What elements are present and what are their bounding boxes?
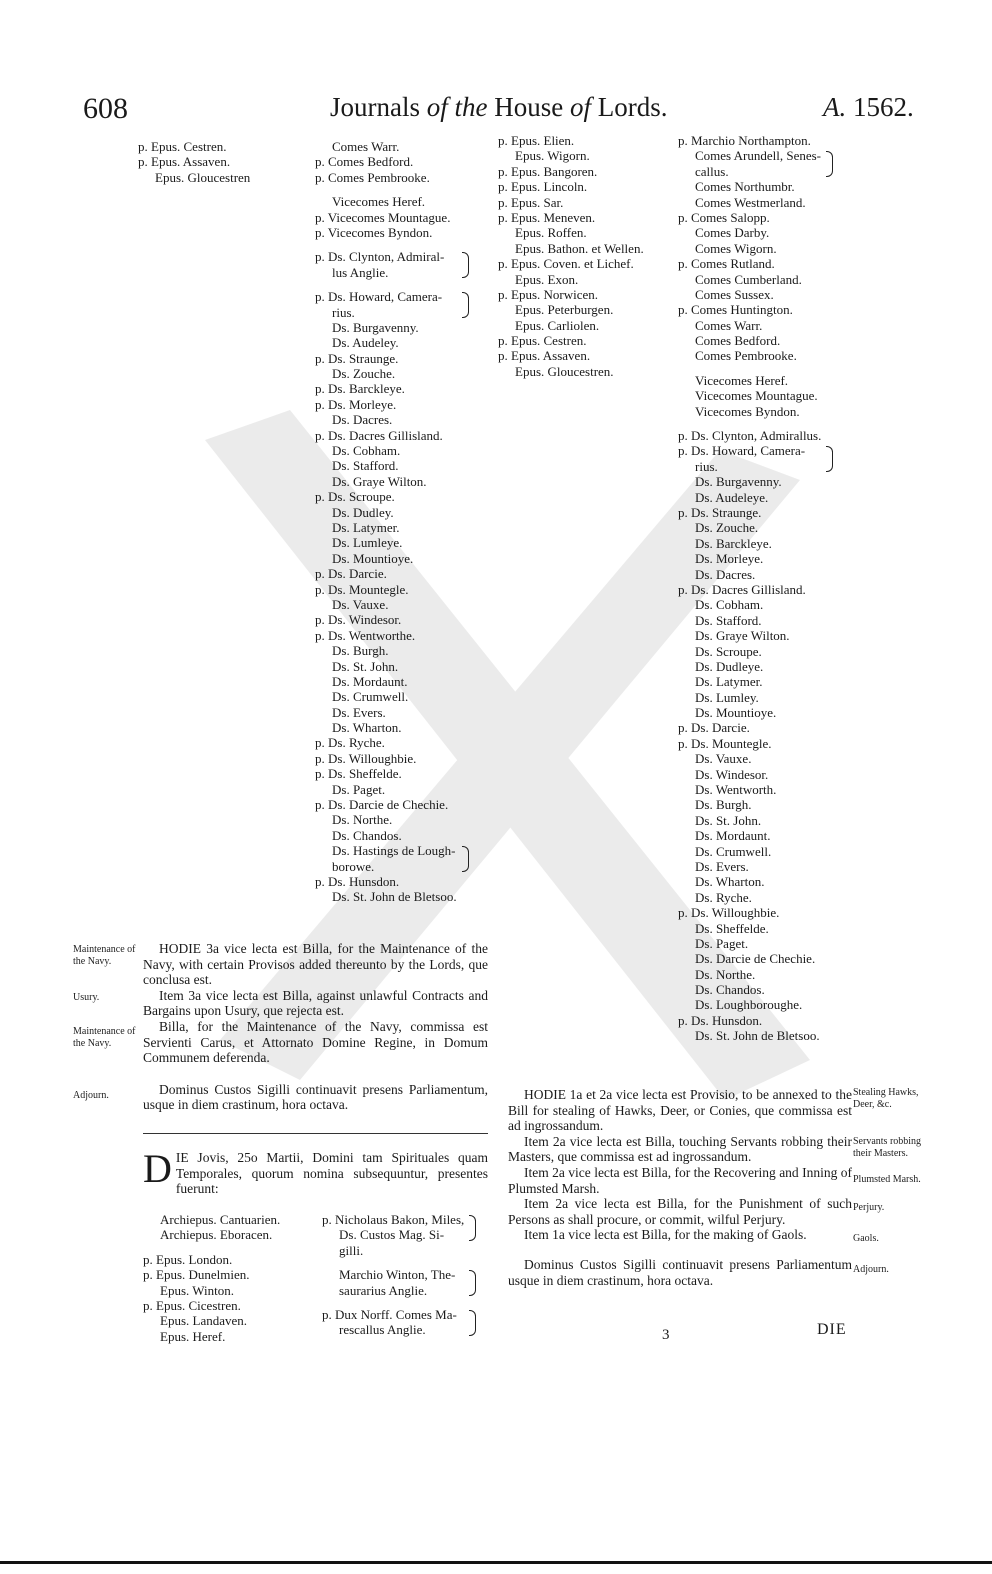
bottom-attendance-col-2: [322, 1212, 464, 1338]
attendee-line: p. Epus. Meneven.: [498, 209, 596, 225]
attendee-line: Ds. Graye Wilton.: [695, 628, 790, 644]
attendee-line: p. Ds. Clynton, Admirallus.: [678, 428, 822, 444]
attendee-line: Ds. Chandos.: [695, 982, 765, 998]
attendee-line: Ds. Sheffelde.: [695, 920, 769, 936]
attendee-line: Ds. Wentworth.: [695, 782, 777, 798]
attendee-line: Comes Sussex.: [695, 286, 774, 302]
attendee-line: [322, 1298, 464, 1307]
attendee-line: [143, 1243, 280, 1252]
attendee-line: Epus. Exon.: [515, 271, 579, 287]
attendee-line: Ds. Burgavenny.: [695, 474, 782, 490]
attendee-line: Ds. Chandos.: [332, 827, 402, 843]
attendee-line: p. Ds. Clynton, Admiral-: [315, 249, 457, 264]
attendee-line: p. Comes Rutland.: [678, 256, 775, 272]
attendee-line: p. Ds. Sheffelde.: [315, 766, 402, 782]
attendee-line: Ds. St. John.: [332, 658, 399, 674]
attendee-line: Comes Warr.: [332, 139, 400, 154]
attendee-line: p. Ds. Willoughbie.: [678, 905, 780, 921]
attendee-line: p. Epus. London.: [143, 1251, 233, 1267]
attendee-line: p. Ds. Mountegle.: [678, 735, 772, 751]
title-house: House: [494, 92, 570, 122]
attendee-line: Ds. Loughboroughe.: [695, 997, 803, 1013]
attendee-line: [315, 240, 457, 249]
attendee-line: Ds. Mordaunt.: [695, 828, 771, 844]
attendee-line: Ds. Stafford.: [695, 612, 762, 628]
attendee-line: Epus. Wigorn.: [515, 148, 590, 164]
attendee-line: Ds. Audeley.: [332, 335, 399, 351]
attendee-line: Ds. Evers.: [695, 858, 749, 874]
attendee-line: Ds. Burgavenny.: [332, 319, 419, 335]
navy-commission-paragraph: Billa, for the Maintenance of the Navy, commissa est Servienti Carus, et Attornato Domine Regine, in Domum Communem deferenda.: [143, 1018, 488, 1066]
attendee-line: p. Ds. Barckleye.: [315, 381, 405, 397]
attendee-line: Ds. Lumley.: [695, 689, 759, 705]
attendee-line: Ds. Wharton.: [695, 874, 765, 890]
attendee-line: p. Epus. Norwicen.: [498, 286, 599, 302]
attendee-line: Epus. Landaven.: [160, 1313, 248, 1329]
attendee-line: Vicecomes Byndon.: [695, 403, 800, 419]
attendance-col-4: [678, 133, 821, 1044]
attendee-line: p. Comes Bedford.: [315, 154, 414, 170]
attendee-line: Marchio Winton, The-: [322, 1267, 464, 1282]
attendee-line: Ds. Custos Mag. Si-: [339, 1227, 445, 1243]
attendee-line: Ds. Graye Wilton.: [332, 473, 427, 489]
attendee-line: Ds. Paget.: [695, 935, 749, 951]
attendee-line: borowe.: [332, 858, 375, 874]
attendee-line: p. Ds. Straunge.: [315, 350, 399, 366]
attendee-line: Ds. Audeleye.: [695, 489, 769, 505]
title-journals: Journals: [330, 92, 427, 122]
attendee-line: p. Ds. Mountegle.: [315, 581, 409, 597]
attendee-line: p. Epus. Cicestren.: [143, 1297, 241, 1313]
attendee-line: p. Marchio Northampton.: [678, 133, 811, 148]
attendee-line: Ds. Dacres.: [332, 412, 393, 428]
attendee-line: Archiepus. Eboracen.: [160, 1227, 273, 1243]
attendance-col-1: [138, 139, 250, 185]
usury-bill-paragraph: Item 3a vice lecta est Billa, against unlawful Contracts and Bargains upon Usury, que rejecta est.: [143, 987, 488, 1019]
attendee-line: Ds. St. John.: [695, 812, 762, 828]
attendee-line: p. Ds. Darcie.: [678, 720, 750, 736]
attendee-line: Ds. Dudleye.: [695, 658, 764, 674]
note-servants: Servants robbing their Masters.: [853, 1136, 922, 1159]
attendee-line: p. Nicholaus Bakon, Miles,: [322, 1212, 465, 1227]
attendee-line: p. Epus. Bangoren.: [498, 163, 598, 179]
note-stealing: Stealing Hawks, Deer, &c.: [853, 1087, 919, 1110]
attendee-line: rescallus Anglie.: [339, 1322, 426, 1338]
attendee-line: p. Epus. Assaven.: [138, 154, 231, 170]
attendee-line: Comes Cumberland.: [695, 271, 802, 287]
attendee-line: p. Ds. Howard, Camera-: [678, 443, 821, 458]
attendee-line: p. Comes Pembrooke.: [315, 169, 430, 185]
attendee-line: p. Ds. Willoughbie.: [315, 750, 417, 766]
attendee-line: Ds. Crumwell.: [695, 843, 772, 859]
note-gaols: Gaols.: [853, 1233, 879, 1244]
attendee-line: Comes Westmerland.: [695, 194, 806, 210]
attendee-line: Ds. Mountioye.: [695, 705, 777, 721]
adjourn-paragraph-left: Dominus Custos Sigilli continuavit presens Parliamentum, usque in diem crastinum, hora octava.: [143, 1081, 488, 1113]
attendee-line: Ds. Latymer.: [332, 519, 400, 535]
attendee-line: Ds. Latymer.: [695, 674, 763, 690]
attendee-line: Ds. Wharton.: [332, 720, 402, 736]
note-adjourn-right: Adjourn.: [853, 1264, 889, 1275]
attendee-line: Ds. Ryche.: [695, 889, 752, 905]
servants-paragraph: Item 2a vice lecta est Billa, touching Servants robbing their Masters, que commissa est ad ingrossandum.: [508, 1133, 852, 1165]
attendee-line: p. Ds. Hunsdon.: [678, 1012, 763, 1028]
note-navy-2: Maintenance of the Navy.: [73, 1026, 136, 1049]
attendee-line: p. Vicecomes Byndon.: [315, 224, 433, 240]
die-text: IE Jovis, 25o Martii, Domini tam Spirituales quam Temporales, quorum nomina subsequuntur, presentes fuerunt:: [175, 1150, 488, 1197]
attendee-line: p. Dux Norff. Comes Ma-: [322, 1307, 464, 1322]
stealing-paragraph: HODIE 1a et 2a vice lecta est Provisio, to be annexed to the Bill for stealing of Hawks, Deer, or Conies, que commissa est ad ingrossandum.: [508, 1087, 852, 1134]
attendee-line: Ds. Vauxe.: [332, 596, 389, 612]
plumsted-paragraph: Item 2a vice lecta est Billa, for the Recovering and Inning of Plumsted Marsh.: [508, 1164, 852, 1196]
attendee-line: Ds. Scroupe.: [695, 643, 762, 659]
attendee-line: p. Ds. Windesor.: [315, 612, 402, 628]
attendee-line: p. Ds. Straunge.: [678, 504, 762, 520]
attendee-line: p. Comes Huntington.: [678, 302, 793, 318]
year: 1562.: [853, 92, 914, 122]
attendee-line: Comes Arundell, Senes-: [678, 148, 821, 163]
page-number: 608: [83, 92, 128, 125]
attendee-line: Comes Bedford.: [695, 333, 781, 349]
attendee-line: p. Ds. Morleye.: [315, 396, 397, 412]
attendee-line: [315, 280, 457, 289]
attendee-line: Ds. Crumwell.: [332, 689, 409, 705]
attendee-line: p. Ds. Howard, Camera-: [315, 289, 457, 304]
title-lords: Lords.: [597, 92, 668, 122]
attendee-line: Ds. Dudley.: [332, 504, 394, 520]
note-plumsted: Plumsted Marsh.: [853, 1174, 921, 1185]
attendee-line: [322, 1258, 464, 1267]
year-heading: [823, 92, 914, 123]
gaols-paragraph: Item 1a vice lecta est Billa, for the making of Gaols.: [524, 1227, 807, 1243]
attendee-line: Comes Wigorn.: [695, 240, 777, 256]
attendee-line: Ds. Evers.: [332, 704, 386, 720]
attendee-line: Epus. Winton.: [160, 1282, 234, 1298]
right-proceedings: [508, 1087, 852, 1288]
attendee-line: Ds. Paget.: [332, 781, 386, 797]
attendee-line: Comes Northumbr.: [695, 179, 795, 195]
attendee-line: p. Ds. Ryche.: [315, 735, 385, 751]
attendee-line: p. Vicecomes Mountague.: [315, 209, 451, 225]
title-of: of: [570, 92, 598, 122]
bottom-border: [0, 1561, 992, 1564]
attendee-line: Vicecomes Mountague.: [695, 388, 818, 404]
attendee-line: p. Epus. Assaven.: [498, 348, 591, 364]
attendee-line: Epus. Peterburgen.: [515, 302, 614, 318]
die-paragraph: [143, 1146, 488, 1197]
attendee-line: Ds. Vauxe.: [695, 751, 752, 767]
attendee-line: p. Ds. Darcie.: [315, 566, 387, 582]
attendee-line: p. Epus. Cestren.: [138, 139, 227, 154]
attendee-line: callus.: [695, 163, 729, 179]
note-perjury: Perjury.: [853, 1202, 885, 1213]
attendee-line: Ds. Cobham.: [332, 443, 401, 459]
attendee-line: p. Epus. Cestren.: [498, 333, 587, 349]
attendee-line: [678, 419, 821, 428]
attendance-col-3: [498, 133, 644, 379]
attendee-line: Ds. St. John de Bletsoo.: [332, 889, 457, 905]
attendee-line: p. Ds. Wentworthe.: [315, 627, 416, 643]
attendee-line: lus Anglie.: [332, 264, 389, 280]
attendee-line: p. Comes Salopp.: [678, 209, 770, 225]
attendee-line: Ds. Burgh.: [695, 797, 752, 813]
attendee-line: Ds. Northe.: [332, 812, 393, 828]
attendee-line: Ds. Mordaunt.: [332, 673, 408, 689]
attendee-line: p. Ds. Scroupe.: [315, 489, 395, 505]
attendee-line: Comes Pembrooke.: [695, 348, 797, 364]
attendee-line: Ds. Hastings de Lough-: [315, 843, 457, 858]
note-navy-1: Maintenance of the Navy.: [73, 944, 136, 967]
attendee-line: rius.: [332, 304, 355, 320]
attendee-line: Ds. Cobham.: [695, 597, 764, 613]
section-rule: [143, 1133, 488, 1134]
attendee-line: Epus. Bathon. et Wellen.: [515, 240, 644, 256]
attendee-line: gilli.: [339, 1242, 364, 1258]
adjourn-paragraph-right: Dominus Custos Sigilli continuavit presens Parliamentum usque in diem crastinum, hora octava.: [508, 1256, 852, 1288]
attendee-line: Ds. Zouche.: [332, 366, 396, 382]
attendee-line: Ds. Lumleye.: [332, 535, 403, 551]
attendee-line: p. Epus. Dunelmien.: [143, 1267, 250, 1283]
note-adjourn-left: Adjourn.: [73, 1090, 109, 1101]
attendee-line: saurarius Anglie.: [339, 1282, 428, 1298]
dropcap-d: D: [143, 1146, 172, 1191]
attendee-line: Ds. Morleye.: [695, 551, 764, 567]
attendee-line: Ds. Barckleye.: [695, 535, 772, 551]
attendee-line: p. Ds. Hunsdon.: [315, 873, 400, 889]
attendee-line: rius.: [695, 458, 718, 474]
attendee-line: Epus. Gloucestren.: [515, 363, 614, 379]
catchword: DIE: [817, 1321, 847, 1338]
attendee-line: Comes Warr.: [695, 317, 763, 333]
attendee-line: Vicecomes Heref.: [332, 194, 426, 210]
attendee-line: Epus. Gloucestren: [155, 169, 251, 185]
attendee-line: p. Epus. Lincoln.: [498, 179, 588, 195]
title-of-the: of the: [426, 92, 495, 122]
attendee-line: p. Epus. Elien.: [498, 133, 575, 148]
attendee-line: p. Ds. Dacres Gillisland.: [315, 427, 443, 443]
year-label: A.: [823, 92, 847, 122]
running-title: [330, 92, 668, 123]
left-proceedings: [143, 941, 488, 1113]
attendee-line: Ds. Burgh.: [332, 643, 389, 659]
attendee-line: Archiepus. Cantuarien.: [160, 1212, 281, 1227]
attendee-line: Ds. St. John de Bletsoo.: [695, 1028, 820, 1044]
attendee-line: Ds. Darcie de Chechie.: [695, 951, 816, 967]
attendance-col-2: [315, 139, 457, 905]
attendee-line: p. Ds. Darcie de Chechie.: [315, 797, 449, 813]
attendee-line: Ds. Mountioye.: [332, 550, 414, 566]
attendee-line: Epus. Carliolen.: [515, 317, 600, 333]
attendee-line: Ds. Northe.: [695, 966, 756, 982]
attendee-line: p. Epus. Sar.: [498, 194, 564, 210]
bottom-attendance-col-1: [143, 1212, 280, 1344]
perjury-paragraph: Item 2a vice lecta est Billa, for the Punishment of such Persons as shall procure, or commit, wilful Perjury.: [508, 1196, 852, 1227]
attendee-line: Epus. Roffen.: [515, 225, 587, 241]
navy-bill-paragraph: HODIE 3a vice lecta est Billa, for the Maintenance of the Navy, with certain Provisos added thereunto by the Lords, que conclusa est.: [143, 941, 488, 988]
attendee-line: Ds. Stafford.: [332, 458, 399, 474]
attendee-line: Ds. Zouche.: [695, 520, 759, 536]
signature-mark: 3: [662, 1327, 670, 1343]
attendee-line: Comes Darby.: [695, 225, 770, 241]
attendee-line: Epus. Heref.: [160, 1328, 226, 1344]
attendee-line: Vicecomes Heref.: [695, 372, 789, 388]
note-usury: Usury.: [73, 992, 100, 1003]
attendee-line: [315, 185, 457, 194]
attendee-line: [678, 364, 821, 373]
attendee-line: Ds. Dacres.: [695, 566, 756, 582]
attendee-line: Ds. Windesor.: [695, 766, 769, 782]
attendee-line: p. Ds. Dacres Gillisland.: [678, 581, 806, 597]
attendee-line: p. Epus. Coven. et Lichef.: [498, 256, 634, 272]
